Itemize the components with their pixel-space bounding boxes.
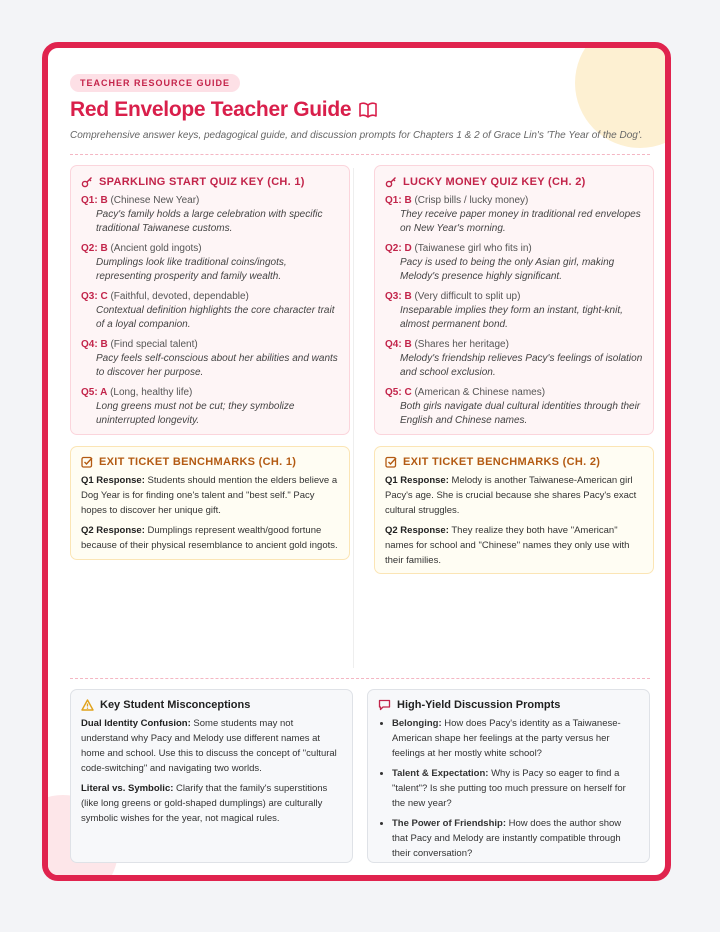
answer-explanation: Dumplings look like traditional coins/ingots, representing prosperity and family wealth. (96, 257, 287, 282)
quiz-answer-line (385, 338, 643, 352)
answer-choice: (Find special talent) (110, 339, 198, 350)
answer-explanation: Melody's friendship relieves Pacy's feelings of isolation and school exclusion. (400, 353, 643, 378)
misconception-item (81, 781, 342, 826)
discussion-prompt-text: How does the author show that Pacy and Melody are instantly compatible through their conversation? (392, 818, 622, 859)
answer-explanation: Pacy feels self-conscious about her abilities and wants to discover her purpose. (96, 353, 338, 378)
exit-response-label: Q1 Response: (81, 475, 145, 486)
quiz-answer-line (385, 386, 643, 400)
answer-explanation: Inseparable implies they form an instant, tight-knit, almost permanent bond. (400, 305, 623, 330)
exit-ticket-ch1-title: EXIT TICKET BENCHMARKS (CH. 1) (99, 456, 297, 468)
discussion-prompts-title: High-Yield Discussion Prompts (397, 699, 561, 711)
checkbox-icon (81, 456, 93, 468)
divider-bottom (70, 678, 650, 679)
answer-explanation: Contextual definition highlights the core character trait of a loyal companion. (96, 305, 335, 330)
quiz-answer-line (81, 194, 339, 208)
misconception-item-text: Some students may not understand why Pacy and Melody use different names at home and school. Use this to discuss the concept of "cultural code-switching" and navigating two worlds. (81, 718, 337, 774)
discussion-prompts-panel (367, 689, 650, 863)
quiz-answer-item (385, 386, 643, 428)
misconceptions-panel (70, 689, 353, 863)
key-icon (385, 176, 397, 188)
misconception-item-text: Clarify that the family's superstitions (like long greens or gold-shaped dumplings) are culturally symbolic wishes for the year, not magical rules. (81, 783, 328, 824)
eyebrow-badge: TEACHER RESOURCE GUIDE (70, 74, 240, 92)
quiz-answer-line (81, 290, 339, 304)
answer-choice: (Ancient gold ingots) (110, 243, 202, 254)
discussion-prompt-label: Belonging: (392, 718, 442, 729)
quiz-answer-item (385, 338, 643, 380)
quiz-answer-line (81, 386, 339, 400)
answer-explanation: Both girls navigate dual cultural identities through their English and Chinese names. (400, 401, 641, 426)
exit-response-label: Q2 Response: (385, 525, 449, 536)
answer-number: Q5: A (81, 387, 108, 398)
exit-response (81, 473, 339, 518)
misconception-item (81, 716, 342, 776)
exit-response-label: Q1 Response: (385, 475, 449, 486)
exit-response-text: They realize they both have "American" names for school and "Chinese" names they only use with their families. (385, 525, 630, 566)
exit-ticket-ch2 (374, 446, 654, 574)
page-title-text: Red Envelope Teacher Guide (70, 98, 352, 121)
quiz-answer-line (81, 242, 339, 256)
answer-number: Q2: B (81, 243, 108, 254)
quiz-key-ch2 (374, 165, 654, 435)
answer-choice: (Shares her heritage) (414, 339, 509, 350)
answer-explanation: They receive paper money in traditional red envelopes on New Year's morning. (400, 209, 641, 234)
answer-number: Q4: B (385, 339, 412, 350)
exit-response-text: Melody is another Taiwanese-American girl Pacy's age. She is crucial because she shares Pacy's exact cultural struggles. (385, 475, 637, 516)
exit-ticket-ch2-header (385, 456, 643, 468)
answer-number: Q1: B (385, 195, 412, 206)
quiz-answer-item (81, 242, 339, 284)
quiz-answer-item (385, 194, 643, 236)
exit-ticket-ch1 (70, 446, 350, 560)
misconception-item-label: Literal vs. Symbolic: (81, 783, 174, 794)
exit-response (81, 523, 339, 553)
quiz-key-ch1 (70, 165, 350, 435)
answer-number: Q2: D (385, 243, 412, 254)
quiz-answer-line (385, 194, 643, 208)
discussion-prompts-header (378, 699, 639, 711)
quiz-key-ch1-title: SPARKLING START QUIZ KEY (CH. 1) (99, 176, 305, 188)
warning-icon (81, 699, 94, 711)
quiz-key-ch2-header (385, 176, 643, 188)
exit-ticket-ch1-header (81, 456, 339, 468)
discussion-prompt-label: The Power of Friendship: (392, 818, 507, 829)
answer-explanation: Long greens must not be cut; they symbolize uninterrupted longevity. (96, 401, 295, 426)
answer-choice: (Crisp bills / lucky money) (414, 195, 529, 206)
answer-choice: (Long, healthy life) (110, 387, 193, 398)
discussion-prompt-item (392, 816, 639, 861)
checkbox-icon (385, 456, 397, 468)
answer-number: Q3: C (81, 291, 108, 302)
quiz-key-ch1-header (81, 176, 339, 188)
quiz-key-ch2-title: LUCKY MONEY QUIZ KEY (CH. 2) (403, 176, 586, 188)
answer-choice: (American & Chinese names) (414, 387, 546, 398)
exit-response-label: Q2 Response: (81, 525, 145, 536)
misconception-item-label: Dual Identity Confusion: (81, 718, 191, 729)
misconceptions-header (81, 699, 342, 711)
exit-ticket-ch2-title: EXIT TICKET BENCHMARKS (CH. 2) (403, 456, 601, 468)
quiz-answer-line (385, 290, 643, 304)
misconceptions-title: Key Student Misconceptions (100, 699, 251, 711)
quiz-answer-item (81, 290, 339, 332)
answer-number: Q1: B (81, 195, 108, 206)
answer-choice: (Taiwanese girl who fits in) (414, 243, 532, 254)
exit-response (385, 523, 643, 568)
key-icon (81, 176, 93, 188)
divider-top (70, 154, 650, 155)
quiz-answer-item (385, 242, 643, 284)
exit-response-text: Dumplings represent wealth/good fortune because of their physical resemblance to ancient gold ingots. (81, 525, 338, 551)
open-book-icon (359, 102, 377, 118)
guide-card (42, 42, 671, 881)
discussion-prompt-text: Why is Pacy so eager to find a "talent"? Is she putting too much pressure on herself for the new year? (392, 768, 626, 809)
quiz-answer-item (81, 194, 339, 236)
discussion-prompt-item (392, 766, 639, 811)
discussion-prompt-text: How does Pacy's identity as a Taiwanese-American shape her feelings at the party versus her feelings at her mostly white school? (392, 718, 621, 759)
answer-choice: (Very difficult to split up) (414, 291, 521, 302)
quiz-answer-item (385, 290, 643, 332)
exit-response (385, 473, 643, 518)
answer-number: Q4: B (81, 339, 108, 350)
page-title (70, 98, 377, 122)
exit-response-text: Students should mention the elders believe a Dog Year is for finding one's talent and "best self." Pacy hopes to discover her unique gift. (81, 475, 338, 516)
column-divider (353, 168, 354, 668)
page-subtitle: Comprehensive answer keys, pedagogical guide, and discussion prompts for Chapters 1 & 2 of Grace Lin's 'The Year of the Dog'. (70, 130, 643, 141)
answer-choice: (Faithful, devoted, dependable) (110, 291, 249, 302)
answer-choice: (Chinese New Year) (110, 195, 200, 206)
discussion-prompt-label: Talent & Expectation: (392, 768, 489, 779)
chat-bubble-icon (378, 699, 391, 711)
quiz-answer-item (81, 338, 339, 380)
answer-number: Q3: B (385, 291, 412, 302)
answer-explanation: Pacy is used to being the only Asian girl, making Melody's presence highly significant. (400, 257, 615, 282)
quiz-answer-line (81, 338, 339, 352)
quiz-answer-item (81, 386, 339, 428)
discussion-prompt-item (392, 716, 639, 761)
quiz-answer-line (385, 242, 643, 256)
answer-number: Q5: C (385, 387, 412, 398)
answer-explanation: Pacy's family holds a large celebration with specific traditional Taiwanese customs. (96, 209, 323, 234)
